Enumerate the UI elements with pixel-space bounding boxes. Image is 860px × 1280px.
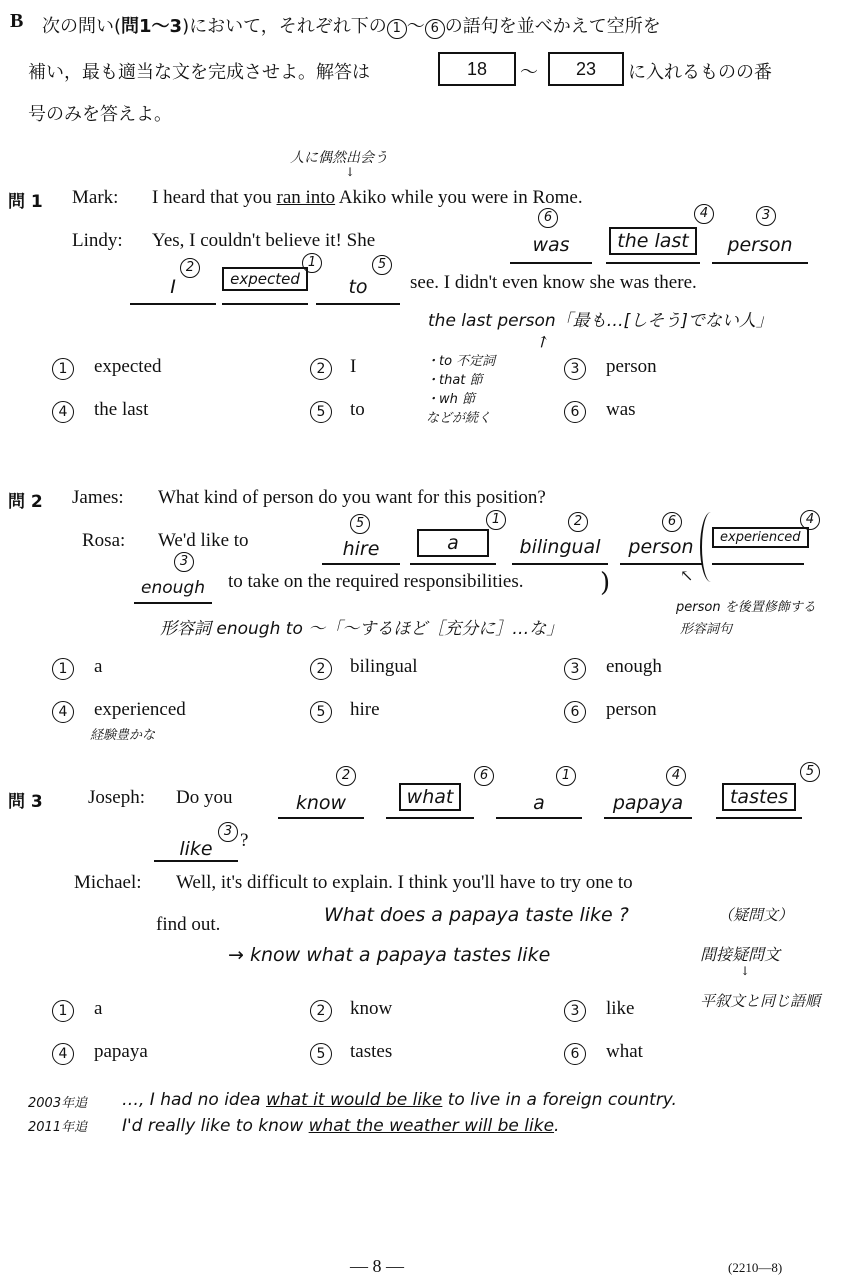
handwritten-note: 経験豊かな: [90, 728, 156, 743]
option-number: 5: [310, 701, 332, 723]
option-text: person: [606, 356, 657, 377]
arrow-icon: ↗: [532, 329, 554, 354]
answer-number: 5: [372, 255, 392, 275]
blank-line: [278, 817, 364, 819]
answer-number: 2: [568, 512, 588, 532]
question-label: 問 3: [8, 792, 43, 812]
option-text: the last: [94, 399, 149, 420]
section-letter: B: [10, 10, 24, 32]
speaker: Joseph:: [88, 787, 145, 808]
speaker: Mark:: [72, 187, 119, 208]
option-text: tastes: [350, 1041, 393, 1062]
circled-number: 6: [425, 19, 445, 39]
option-number: 2: [310, 658, 332, 680]
answer-word: person: [628, 536, 694, 558]
option-text: expected: [94, 356, 162, 377]
blank-line: [604, 817, 692, 819]
handwritten-note: 平叙文と同じ語順: [700, 992, 821, 1010]
dialogue-line: see. I didn't even know she was there.: [410, 272, 697, 293]
option-text: what: [606, 1041, 643, 1062]
answer-word-boxed: expected: [222, 270, 308, 288]
option-text: like: [606, 998, 635, 1019]
handwritten-note-list: ・to 不定詞 ・that 節 ・wh 節 などが続く: [426, 354, 496, 426]
bracket-icon: ): [600, 568, 611, 598]
blank-line: [712, 563, 804, 565]
dialogue-line: Do you: [176, 787, 233, 808]
circled-number: 1: [387, 19, 407, 39]
option-text: a: [94, 656, 103, 677]
blank-line: [222, 303, 308, 305]
dialogue-line: Well, it's difficult to explain. I think you'll have to try one to: [176, 872, 633, 893]
instruction-line-2-b: に入れるものの番: [628, 62, 772, 83]
answer-number: 3: [218, 822, 238, 842]
option-number: 4: [52, 701, 74, 723]
answer-number: 6: [662, 512, 682, 532]
option-text: hire: [350, 699, 380, 720]
handwritten-note: → know what a papaya tastes like: [228, 944, 551, 966]
option-number: 6: [564, 401, 586, 423]
instruction-line-2-a: 補い，最も適当な文を完成させよ。解答は: [28, 62, 370, 83]
option-text: know: [350, 998, 393, 1019]
option-number: 1: [52, 358, 74, 380]
option-number: 2: [310, 358, 332, 380]
option-number: 5: [310, 1043, 332, 1065]
speaker: Lindy:: [72, 230, 123, 251]
answer-word: enough: [141, 578, 205, 598]
instruction-line-1: 次の問い(問1〜3)において，それぞれ下の 1 〜 6 の語句を並べかえて空所を: [42, 16, 661, 37]
year-note: 2011年追: [28, 1120, 88, 1135]
answer-number: 4: [666, 766, 686, 786]
page-number: — 8 —: [350, 1256, 404, 1276]
option-text: a: [94, 998, 103, 1019]
handwritten-note: 形容詞 enough to 〜「〜するほど［充分に］…な」: [160, 619, 564, 639]
blank-line: [154, 860, 238, 862]
blank-line: [134, 602, 212, 604]
option-text: was: [606, 399, 636, 420]
answer-box-from: 18: [438, 52, 516, 86]
answer-word-boxed: tastes: [716, 786, 802, 808]
option-number: 3: [564, 358, 586, 380]
blank-line: [512, 563, 608, 565]
example-sentence: …, I had no idea what it would be like to live in a foreign country.: [122, 1090, 677, 1110]
handwritten-note: （疑問文）: [718, 906, 794, 924]
answer-word: a: [533, 792, 545, 814]
dialogue-line: to take on the required responsibilities.: [228, 571, 524, 592]
blank-line: [712, 262, 808, 264]
option-number: 3: [564, 658, 586, 680]
arrow-down-icon: ↓: [345, 165, 356, 179]
option-number: 5: [310, 401, 332, 423]
handwritten-note: person を後置修飾する: [676, 600, 816, 615]
answer-word: person: [727, 234, 793, 256]
answer-word-boxed: what: [386, 786, 474, 808]
question-label: 問 2: [8, 492, 43, 512]
option-number: 1: [52, 1000, 74, 1022]
option-text: person: [606, 699, 657, 720]
speaker: Michael:: [74, 872, 142, 893]
answer-number: 6: [474, 766, 494, 786]
option-text: bilingual: [350, 656, 418, 677]
year-note: 2003年追: [28, 1096, 88, 1111]
answer-number: 4: [800, 510, 820, 530]
blank-line: [496, 817, 582, 819]
dialogue-line: Yes, I couldn't believe it! She: [152, 230, 376, 251]
answer-box-to: 23: [548, 52, 624, 86]
question-mark: ?: [240, 830, 249, 851]
handwritten-note: What does a papaya taste like ?: [324, 904, 629, 926]
answer-word: was: [532, 234, 570, 256]
answer-word: I: [170, 276, 176, 298]
blank-line: [410, 563, 496, 565]
speaker: Rosa:: [82, 530, 126, 551]
option-number: 2: [310, 1000, 332, 1022]
option-number: 6: [564, 1043, 586, 1065]
answer-word-boxed: experienced: [712, 530, 804, 545]
page-code: (2210—8): [728, 1260, 783, 1275]
answer-word: hire: [342, 538, 380, 560]
arrow-icon: ↖: [680, 566, 694, 585]
answer-number: 6: [538, 208, 558, 228]
answer-number: 3: [174, 552, 194, 572]
option-number: 3: [564, 1000, 586, 1022]
answer-word: like: [179, 838, 213, 860]
blank-line: [620, 563, 702, 565]
handwritten-note: 形容詞句: [680, 622, 733, 637]
answer-number: 2: [336, 766, 356, 786]
option-text: I: [350, 356, 357, 377]
answer-number: 1: [486, 510, 506, 530]
dialogue-line: We'd like to: [158, 530, 249, 551]
speaker: James:: [72, 487, 124, 508]
blank-line: [130, 303, 216, 305]
answer-word: to: [348, 276, 368, 298]
option-text: papaya: [94, 1041, 148, 1062]
dialogue-line: find out.: [156, 914, 221, 935]
answer-number: 5: [800, 762, 820, 782]
answer-number: 4: [694, 204, 714, 224]
option-text: experienced: [94, 699, 186, 720]
answer-number: 1: [302, 253, 322, 273]
option-number: 4: [52, 1043, 74, 1065]
blank-line: [716, 817, 802, 819]
answer-number: 1: [556, 766, 576, 786]
blank-line: [316, 303, 400, 305]
dialogue-line: What kind of person do you want for this position?: [158, 487, 546, 508]
answer-word-boxed: the last: [606, 230, 700, 252]
option-number: 6: [564, 701, 586, 723]
tilde: 〜: [520, 62, 538, 83]
handwritten-note: 人に偶然出会う: [290, 150, 388, 166]
answer-word: bilingual: [519, 536, 601, 558]
option-text: to: [350, 399, 365, 420]
answer-word: know: [295, 792, 347, 814]
instruction-line-3: 号のみを答えよ。: [28, 104, 172, 125]
option-number: 1: [52, 658, 74, 680]
question-label: 問 1: [8, 192, 43, 212]
answer-number: 3: [756, 206, 776, 226]
blank-line: [606, 262, 700, 264]
option-number: 4: [52, 401, 74, 423]
handwritten-note: 間接疑問文: [700, 945, 781, 964]
answer-word-boxed: a: [410, 532, 496, 554]
blank-line: [510, 262, 592, 264]
answer-number: 2: [180, 258, 200, 278]
example-sentence: I'd really like to know what the weather will be like.: [122, 1116, 560, 1136]
arrow-down-icon: ↓: [740, 964, 751, 978]
blank-line: [386, 817, 474, 819]
dialogue-line: I heard that you ran into Akiko while you were in Rome.: [152, 187, 583, 208]
option-text: enough: [606, 656, 662, 677]
handwritten-note: the last person「最も…[しそう]でない人」: [428, 311, 773, 331]
blank-line: [322, 563, 400, 565]
answer-number: 5: [350, 514, 370, 534]
answer-word: papaya: [612, 792, 684, 814]
